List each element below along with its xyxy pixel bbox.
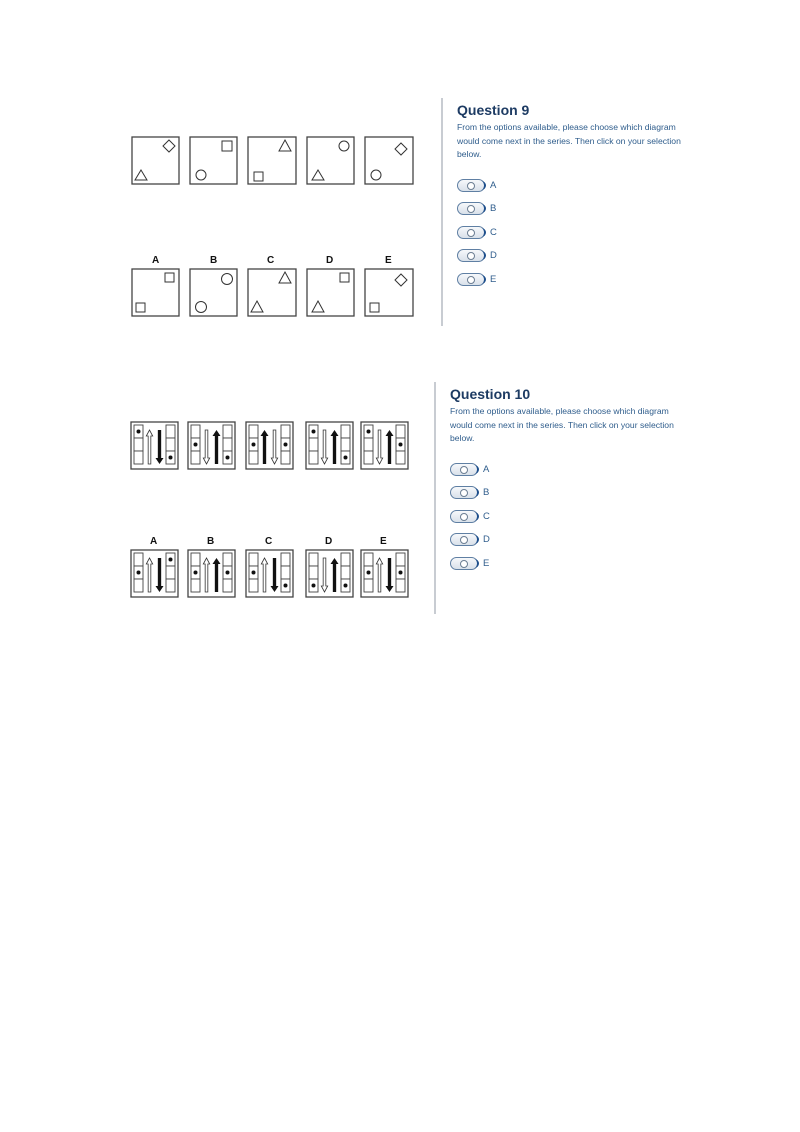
question-9-puzzle xyxy=(130,135,420,325)
q10-answer-figure-a xyxy=(131,550,178,597)
radio-button-icon[interactable] xyxy=(450,486,478,499)
question-10-puzzle xyxy=(128,420,413,600)
q10-option-b-label: B xyxy=(483,487,490,499)
q9-option-c[interactable] xyxy=(457,221,687,245)
q10-option-c[interactable] xyxy=(450,505,680,529)
question-10-puzzle-figure xyxy=(128,420,413,600)
q9-option-e[interactable] xyxy=(457,268,687,292)
q9-option-e-label: E xyxy=(490,273,497,285)
q9-option-c-label: C xyxy=(490,226,497,238)
q10-option-a-label: A xyxy=(483,463,490,475)
q10-option-b[interactable] xyxy=(450,481,680,505)
q9-option-b[interactable] xyxy=(457,197,687,221)
radio-button-icon[interactable] xyxy=(457,179,485,192)
q10-answer-label-b: B xyxy=(207,536,215,547)
q9-sequence-figure-3 xyxy=(248,137,296,184)
question-9-title: Question 9 xyxy=(457,102,530,118)
radio-button-icon[interactable] xyxy=(457,202,485,215)
question-10-instructions: From the options available, please choose which diagram would come next in the series. Then click on your selection below. xyxy=(450,406,674,443)
q10-option-e-label: E xyxy=(483,557,490,569)
q10-answer-figure-c xyxy=(246,550,293,597)
q9-option-a-label: A xyxy=(490,179,497,191)
question-9-options xyxy=(457,174,687,292)
q9-option-a[interactable] xyxy=(457,174,687,198)
question-10-panel xyxy=(450,386,680,575)
q10-option-d-label: D xyxy=(483,534,490,546)
q9-sequence-figure-2 xyxy=(190,137,237,184)
q9-answer-label-a: A xyxy=(152,255,160,266)
q9-answer-figure-d xyxy=(307,269,354,316)
q10-option-d[interactable] xyxy=(450,528,680,552)
question-9-instructions: From the options available, please choose which diagram would come next in the series. Then click on your selection below. xyxy=(457,122,681,159)
q10-sequence-figure-5 xyxy=(361,422,408,469)
q9-answer-figure-e xyxy=(365,269,413,316)
question-9-puzzle-figure xyxy=(130,135,420,325)
q10-answer-label-e: E xyxy=(380,536,387,547)
q10-answer-label-a: A xyxy=(150,536,158,547)
q10-answer-figure-e xyxy=(361,550,408,597)
radio-button-icon[interactable] xyxy=(450,557,478,570)
q10-sequence-figure-3 xyxy=(246,422,293,469)
q10-option-e[interactable] xyxy=(450,552,680,576)
question-10-divider xyxy=(434,382,436,614)
q10-option-c-label: C xyxy=(483,510,490,522)
question-9-divider xyxy=(441,98,443,326)
q9-sequence-figure-1 xyxy=(132,137,179,184)
q9-answer-label-c: C xyxy=(267,255,275,266)
q9-answer-figure-c xyxy=(248,269,296,316)
radio-button-icon[interactable] xyxy=(457,273,485,286)
q9-answer-label-e: E xyxy=(385,255,392,266)
q10-answer-figure-b xyxy=(188,550,235,597)
question-9-panel xyxy=(457,102,687,291)
radio-button-icon[interactable] xyxy=(450,510,478,523)
q10-option-a[interactable] xyxy=(450,458,680,482)
q9-option-d[interactable] xyxy=(457,244,687,268)
q10-sequence-figure-1 xyxy=(131,422,178,469)
q9-answer-label-d: D xyxy=(326,255,334,266)
q10-sequence-figure-2 xyxy=(188,422,235,469)
q9-sequence-figure-4 xyxy=(307,137,354,184)
radio-button-icon[interactable] xyxy=(450,533,478,546)
q9-option-b-label: B xyxy=(490,203,497,215)
radio-button-icon[interactable] xyxy=(457,249,485,262)
question-10-title: Question 10 xyxy=(450,386,531,402)
q9-answer-figure-b xyxy=(190,269,237,316)
q9-answer-figure-a xyxy=(132,269,179,316)
q10-answer-figure-d xyxy=(306,550,353,597)
q10-answer-label-d: D xyxy=(325,536,333,547)
q9-sequence-figure-5 xyxy=(365,137,413,184)
q10-sequence-figure-4 xyxy=(306,422,353,469)
radio-button-icon[interactable] xyxy=(457,226,485,239)
q10-answer-label-c: C xyxy=(265,536,273,547)
question-10-options xyxy=(450,458,680,576)
q9-option-d-label: D xyxy=(490,250,497,262)
q9-answer-label-b: B xyxy=(210,255,218,266)
radio-button-icon[interactable] xyxy=(450,463,478,476)
